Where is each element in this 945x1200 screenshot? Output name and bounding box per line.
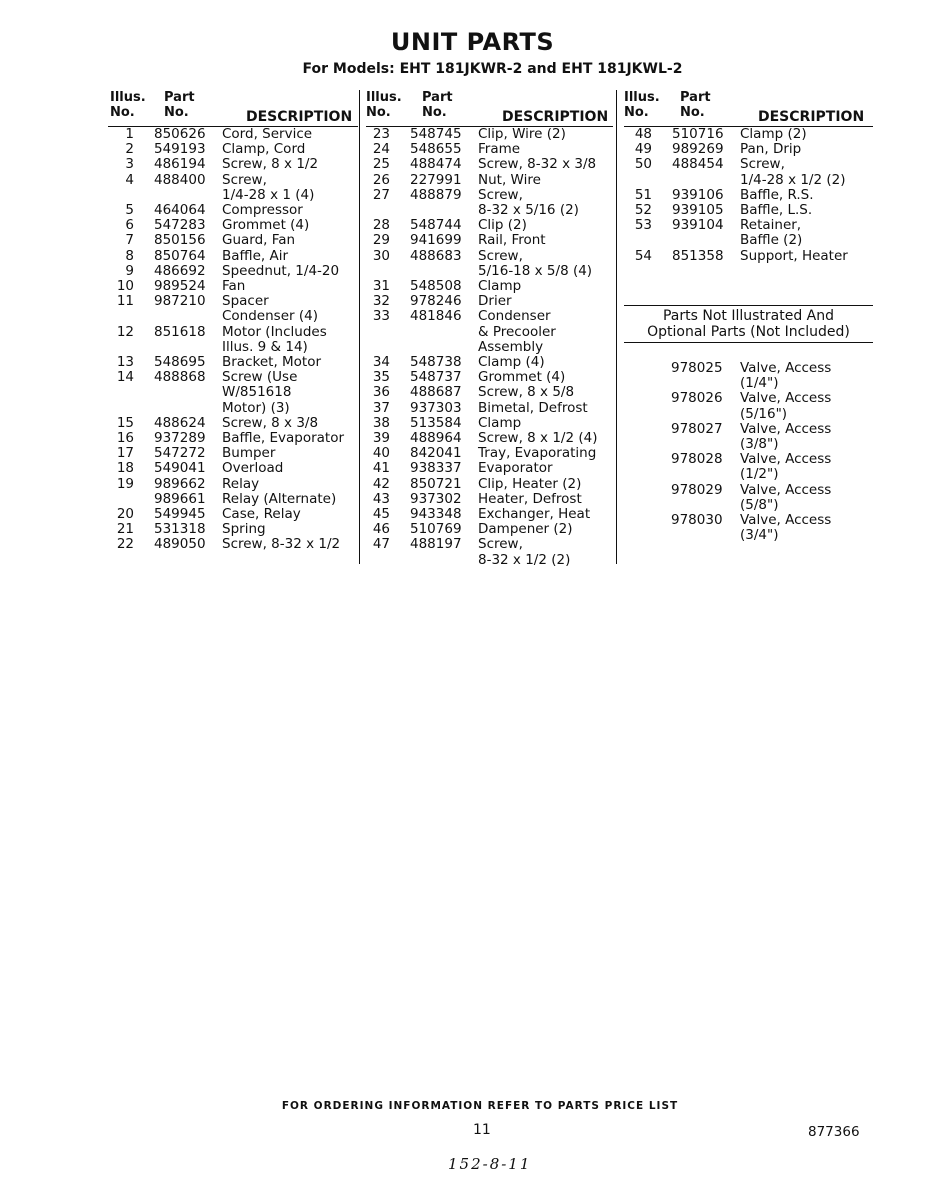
illus-no: 49 [634, 141, 652, 158]
illus-no: 11 [116, 293, 134, 310]
part-no: 488624 [154, 414, 206, 431]
illus-no: 36 [372, 384, 390, 401]
part-description: Screw, 8 x 5/8 [478, 384, 575, 401]
part-no: 489050 [154, 536, 206, 553]
illus-no: 53 [634, 217, 652, 234]
part-description: Guard, Fan [222, 232, 296, 249]
part-no: 510716 [672, 126, 724, 142]
table-row [624, 127, 873, 142]
part-description: Baffle, R.S. [740, 186, 814, 203]
part-no: 547283 [154, 217, 206, 234]
handwritten-code: 152-8-11 [448, 1155, 532, 1173]
illus-no: 51 [634, 186, 652, 203]
part-no: 937289 [154, 430, 206, 447]
table-row [108, 157, 358, 172]
part-no: 488964 [410, 430, 462, 447]
part-no-header: Part No. [422, 90, 453, 120]
part-no: 978025 [671, 360, 723, 376]
illus-no: 43 [372, 490, 390, 507]
column-header [624, 90, 873, 127]
part-description: Heater, Defrost [478, 490, 582, 507]
part-no: 227991 [410, 171, 462, 188]
illus-no: 48 [634, 126, 652, 142]
table-row [366, 127, 613, 142]
part-no: 548695 [154, 354, 206, 371]
optional-part-row [624, 452, 873, 482]
part-no: 850626 [154, 126, 206, 142]
table-row [108, 355, 358, 370]
table-row [366, 279, 613, 294]
part-no: 851618 [154, 323, 206, 340]
part-no: 850764 [154, 247, 206, 264]
illus-no: 23 [372, 126, 390, 142]
table-row [108, 446, 358, 461]
table-row [108, 218, 358, 233]
table-row [366, 401, 613, 416]
illus-no: 3 [125, 156, 134, 173]
table-row [624, 188, 873, 203]
part-description: Grommet (4) [478, 369, 566, 386]
illus-no: 17 [116, 445, 134, 462]
part-description: Bimetal, Defrost [478, 399, 588, 416]
table-row [366, 249, 613, 279]
table-row [108, 461, 358, 476]
part-no: 938337 [410, 460, 462, 477]
illus-no: 31 [372, 278, 390, 295]
part-description: Clamp, Cord [222, 141, 306, 158]
table-row [366, 370, 613, 385]
illus-no: 13 [116, 354, 134, 371]
column-header [366, 90, 613, 127]
parts-list-3 [624, 127, 873, 264]
illus-no: 6 [125, 217, 134, 234]
part-description: Screw, 8-32 x 5/16 (2) [478, 186, 579, 219]
illus-no: 30 [372, 247, 390, 264]
part-no: 548655 [410, 141, 462, 158]
illus-no: 32 [372, 293, 390, 310]
table-row [108, 537, 358, 552]
table-row [108, 142, 358, 157]
part-no: 488197 [410, 536, 462, 553]
part-description: Screw, 5/16-18 x 5/8 (4) [478, 247, 593, 279]
part-description: Baffle, L.S. [740, 202, 813, 219]
part-no: 510769 [410, 521, 462, 538]
illus-no: 7 [125, 232, 134, 249]
optional-part-row [624, 361, 873, 391]
table-row [108, 249, 358, 264]
part-no: 548738 [410, 354, 462, 371]
part-no: 488879 [410, 186, 462, 203]
page-title: UNIT PARTS [390, 28, 555, 56]
illus-no: 42 [372, 475, 390, 492]
illus-no: 22 [116, 536, 134, 553]
part-no: 987210 [154, 293, 206, 310]
part-no: 941699 [410, 232, 462, 249]
part-description: Clip (2) [478, 217, 527, 234]
part-description: Screw, 8 x 3/8 [222, 414, 319, 431]
part-description: Support, Heater [740, 247, 848, 264]
part-no: 548745 [410, 126, 462, 142]
table-row [366, 385, 613, 400]
parts-list-1 [108, 127, 358, 553]
part-no-header: Part No. [680, 90, 711, 120]
section-rule [624, 342, 873, 343]
part-no: 842041 [410, 445, 462, 462]
parts-column-1 [108, 90, 358, 553]
part-description: Valve, Access (1/2") [740, 451, 832, 483]
table-row [108, 431, 358, 446]
part-description: Screw, 8 x 1/2 (4) [478, 430, 598, 447]
part-description: Cord, Service [222, 126, 313, 142]
part-no: 464064 [154, 202, 206, 219]
column-divider [616, 90, 617, 564]
column-divider [359, 90, 360, 564]
part-no: 978027 [671, 420, 723, 437]
part-description: Clamp [478, 414, 522, 431]
part-description: Drier [478, 293, 512, 310]
table-row [108, 233, 358, 248]
part-no: 481846 [410, 308, 462, 325]
table-row [366, 416, 613, 431]
part-no: 488454 [672, 156, 724, 173]
illus-no: 9 [125, 262, 134, 279]
illus-no: 39 [372, 430, 390, 447]
document-number: 877366 [808, 1124, 860, 1140]
part-description: Pan, Drip [740, 141, 802, 158]
illus-no: 24 [372, 141, 390, 158]
illus-no: 37 [372, 399, 390, 416]
part-description: Clamp (4) [478, 354, 545, 371]
illus-no: 1 [125, 126, 134, 142]
part-description: Evaporator [478, 460, 553, 477]
part-description: Speednut, 1/4-20 [222, 262, 340, 279]
part-no: 513584 [410, 414, 462, 431]
part-description: Condenser & Precooler Assembly [478, 308, 556, 355]
optional-parts-list [624, 361, 873, 543]
illus-no: 28 [372, 217, 390, 234]
table-row [624, 142, 873, 157]
part-description: Baffle, Air [222, 247, 289, 264]
part-no: 989269 [672, 141, 724, 158]
part-no: 488687 [410, 384, 462, 401]
table-row [108, 477, 358, 492]
part-description: Rail, Front [478, 232, 546, 249]
part-no: 549041 [154, 460, 206, 477]
table-row [366, 461, 613, 476]
part-description: Clip, Heater (2) [478, 475, 582, 492]
table-row [366, 507, 613, 522]
table-row [108, 370, 358, 416]
part-no: 488868 [154, 369, 206, 386]
table-row [366, 218, 613, 233]
part-description: Bracket, Motor [222, 354, 322, 371]
illus-no: 12 [116, 323, 134, 340]
optional-part-row [624, 391, 873, 421]
part-description: Relay [222, 475, 260, 492]
part-description: Fan [222, 278, 246, 295]
part-no: 978246 [410, 293, 462, 310]
page-number: 11 [473, 1122, 491, 1138]
illus-no: 35 [372, 369, 390, 386]
illus-no: 46 [372, 521, 390, 538]
table-row [108, 264, 358, 279]
part-description: Overload [222, 460, 284, 477]
table-row [108, 507, 358, 522]
table-row [108, 173, 358, 203]
section-rule [624, 305, 873, 306]
illus-no: 25 [372, 156, 390, 173]
table-row [108, 492, 358, 507]
illus-no: 16 [116, 430, 134, 447]
part-description: Screw, 8-32 x 1/2 [222, 536, 341, 553]
optional-part-row [624, 513, 873, 543]
part-no: 851358 [672, 247, 724, 264]
part-description: Screw, 1/4-28 x 1/2 (2) [740, 156, 846, 188]
description-header: DESCRIPTION [246, 109, 353, 125]
illus-no: 40 [372, 445, 390, 462]
illus-no-header: Illus. No. [110, 90, 146, 120]
part-description: Valve, Access (3/8") [740, 420, 832, 453]
part-no: 939104 [672, 217, 724, 234]
part-no: 978029 [671, 481, 723, 498]
table-row [366, 309, 613, 355]
part-description: Nut, Wire [478, 171, 541, 188]
table-row [108, 325, 358, 355]
part-no: 943348 [410, 506, 462, 523]
column-header [108, 90, 358, 127]
description-header: DESCRIPTION [758, 109, 865, 125]
part-no: 978030 [671, 512, 723, 529]
table-row [366, 233, 613, 248]
part-no: 850721 [410, 475, 462, 492]
part-description: Frame [478, 141, 521, 158]
part-description: Compressor [222, 202, 303, 219]
part-no: 850156 [154, 232, 206, 249]
table-row [366, 492, 613, 507]
part-description: Grommet (4) [222, 217, 310, 234]
table-row [108, 294, 358, 324]
part-description: Screw, 8-32 x 1/2 (2) [478, 536, 571, 568]
part-description: Retainer, Baffle (2) [740, 217, 803, 249]
table-row [366, 173, 613, 188]
part-description: Screw, 8 x 1/2 [222, 156, 319, 173]
part-description: Clamp [478, 278, 522, 295]
part-description: Clip, Wire (2) [478, 126, 566, 142]
not-illustrated-title: Parts Not Illustrated And Optional Parts (Not Included) [647, 308, 850, 340]
part-no: 549945 [154, 506, 206, 523]
illus-no: 27 [372, 186, 390, 203]
table-row [108, 279, 358, 294]
part-description: Dampener (2) [478, 521, 573, 538]
part-description: Clamp (2) [740, 126, 807, 142]
part-description: Bumper [222, 445, 276, 462]
part-no: 531318 [154, 521, 206, 538]
illus-no: 34 [372, 354, 390, 371]
part-no: 488400 [154, 171, 206, 188]
part-description: Baffle, Evaporator [222, 430, 345, 447]
description-header: DESCRIPTION [502, 109, 609, 125]
illus-no: 14 [116, 369, 134, 386]
part-description: Screw, 1/4-28 x 1 (4) [222, 171, 315, 203]
part-no: 548744 [410, 217, 462, 234]
part-description: Case, Relay [222, 506, 301, 523]
illus-no: 29 [372, 232, 390, 249]
part-no: 488474 [410, 156, 462, 173]
part-no: 939106 [672, 186, 724, 203]
illus-no: 18 [116, 460, 134, 477]
table-row [366, 446, 613, 461]
part-description: Spring [222, 521, 266, 538]
illus-no: 50 [634, 156, 652, 173]
part-description: Relay (Alternate) [222, 490, 337, 507]
illus-no-header: Illus. No. [366, 90, 402, 120]
part-no: 549193 [154, 141, 206, 158]
part-no: 548508 [410, 278, 462, 295]
part-no: 978026 [671, 390, 723, 407]
part-no: 989662 [154, 475, 206, 492]
optional-part-row [624, 422, 873, 452]
part-no: 548737 [410, 369, 462, 386]
table-row [366, 294, 613, 309]
models-subtitle: For Models: EHT 181JKWR-2 and EHT 181JKWL-2 [302, 61, 683, 77]
table-row [366, 537, 613, 567]
illus-no: 21 [116, 521, 134, 538]
part-no: 937302 [410, 490, 462, 507]
illus-no: 2 [125, 141, 134, 158]
table-row [108, 127, 358, 142]
part-no: 937303 [410, 399, 462, 416]
part-no: 989661 [154, 490, 206, 507]
part-description: Screw (Use W/851618 Motor) (3) [222, 369, 298, 416]
part-description: Exchanger, Heat [478, 506, 591, 523]
part-description: Screw, 8-32 x 3/8 [478, 156, 597, 173]
parts-column-3 [624, 90, 873, 264]
table-row [624, 157, 873, 187]
part-description: Valve, Access (1/4") [740, 360, 832, 392]
part-no: 978028 [671, 451, 723, 468]
table-row [366, 188, 613, 218]
part-no: 939105 [672, 202, 724, 219]
table-row [108, 522, 358, 537]
table-row [624, 218, 873, 248]
part-no: 486692 [154, 262, 206, 279]
table-row [108, 416, 358, 431]
table-row [366, 431, 613, 446]
illus-no-header: Illus. No. [624, 90, 660, 120]
illus-no: 15 [116, 414, 134, 431]
part-description: Valve, Access (3/4") [740, 512, 832, 544]
optional-part-row [624, 483, 873, 513]
illus-no: 41 [372, 460, 390, 477]
illus-no: 38 [372, 414, 390, 431]
part-no: 989524 [154, 278, 206, 295]
part-no: 547272 [154, 445, 206, 462]
illus-no: 5 [125, 202, 134, 219]
part-description: Motor (Includes Illus. 9 & 14) [222, 323, 327, 355]
table-row [366, 522, 613, 537]
illus-no: 33 [372, 308, 390, 325]
illus-no: 52 [634, 202, 652, 219]
table-row [366, 477, 613, 492]
illus-no: 4 [125, 171, 134, 188]
table-row [624, 249, 873, 264]
illus-no: 8 [125, 247, 134, 264]
illus-no: 54 [634, 247, 652, 264]
parts-list-2 [366, 127, 613, 568]
part-description: Spacer Condenser (4) [222, 293, 318, 325]
part-no-header: Part No. [164, 90, 195, 120]
part-no: 488683 [410, 247, 462, 264]
ordering-note: FOR ORDERING INFORMATION REFER TO PARTS PRICE LIST [281, 1100, 679, 1112]
illus-no: 19 [116, 475, 134, 492]
part-no: 486194 [154, 156, 206, 173]
illus-no: 20 [116, 506, 134, 523]
part-description: Valve, Access (5/8") [740, 481, 832, 513]
table-row [366, 142, 613, 157]
table-row [624, 203, 873, 218]
illus-no: 26 [372, 171, 390, 188]
table-row [366, 355, 613, 370]
illus-no: 45 [372, 506, 390, 523]
table-row [108, 203, 358, 218]
illus-no: 47 [372, 536, 390, 553]
part-description: Tray, Evaporating [478, 445, 597, 462]
table-row [366, 157, 613, 172]
part-description: Valve, Access (5/16") [740, 390, 832, 422]
illus-no: 10 [116, 278, 134, 295]
parts-column-2 [366, 90, 613, 568]
